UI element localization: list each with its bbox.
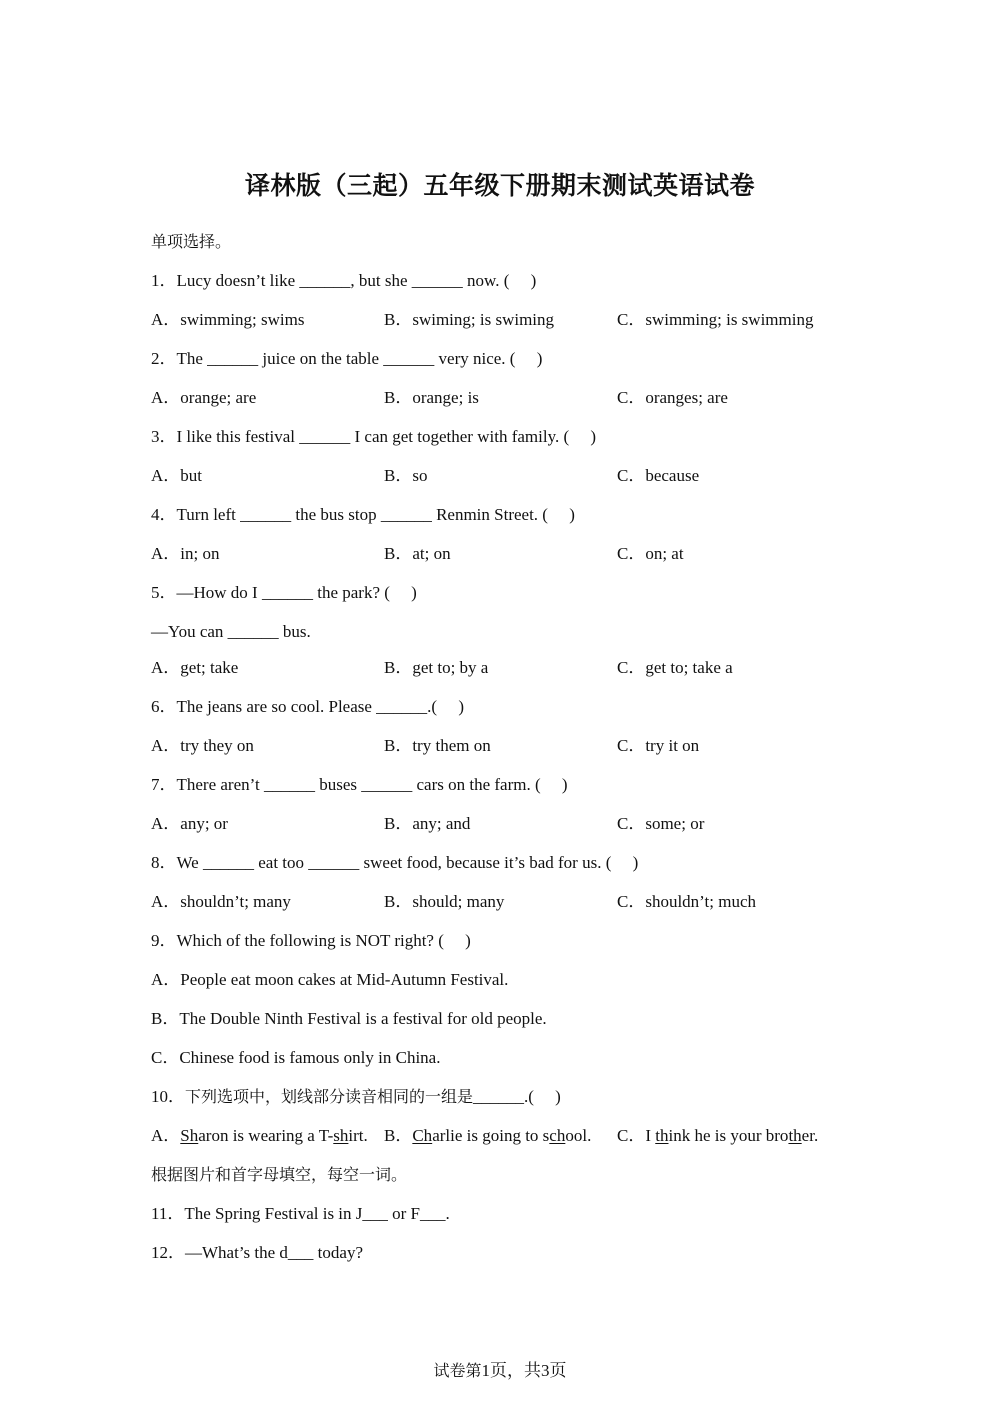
option-text: irt. [348, 1126, 368, 1145]
footer-prefix: 试卷第 [433, 1361, 482, 1380]
question-5-option-b: B．get to; by a [384, 658, 489, 677]
question-7-stem: 7．There aren’t ______ buses ______ cars on the farm. ( ) [151, 775, 568, 794]
question-1-stem: 1．Lucy doesn’t like ______, but she ______ now. ( ) [151, 271, 537, 290]
question-12-stem: 12．—What’s the d___ today? [151, 1243, 363, 1262]
question-6-stem: 6．The jeans are so cool. Please ______.( ) [151, 697, 464, 716]
option-text: I [645, 1126, 656, 1145]
option-label: A． [151, 1126, 181, 1145]
option-text: arlie is going to s [432, 1126, 550, 1145]
question-3-stem: 3．I like this festival ______ I can get together with family. ( ) [151, 427, 597, 446]
question-3-option-c: C．because [617, 466, 700, 485]
question-3-option-a: A．but [151, 466, 202, 485]
question-1-option-c: C．swimming; is swimming [617, 310, 814, 329]
question-5-stem-reply: —You can ______ bus. [151, 622, 311, 641]
question-1-option-b: B．swiming; is swiming [384, 310, 555, 329]
question-10-option-c [617, 1125, 818, 1147]
question-4-option-a: A．in; on [151, 544, 220, 563]
underlined-letters: Ch [412, 1126, 433, 1145]
question-9-option-a: A．People eat moon cakes at Mid-Autumn Festival. [151, 970, 509, 989]
question-5-stem: 5．—How do I ______ the park? ( ) [151, 583, 417, 602]
question-8-option-c: C．shouldn’t; much [617, 892, 756, 911]
underlined-letters: sh [333, 1126, 349, 1145]
question-9-option-c: C．Chinese food is famous only in China. [151, 1048, 441, 1067]
question-6-option-c: C．try it on [617, 736, 700, 755]
question-2-option-c: C．oranges; are [617, 388, 728, 407]
question-10-option-a [151, 1125, 368, 1147]
question-10-option-b [384, 1125, 591, 1147]
question-7-option-a: A．any; or [151, 814, 228, 833]
page-footer [0, 1356, 1000, 1381]
question-1-option-a: A．swimming; swims [151, 310, 305, 329]
question-10-stem-blank: ______.( ) [473, 1087, 561, 1106]
question-10-number: 10． [151, 1087, 185, 1106]
question-4-option-c: C．on; at [617, 544, 684, 563]
underlined-letters: Sh [180, 1126, 199, 1145]
option-label: C． [617, 1126, 646, 1145]
question-5-option-c: C．get to; take a [617, 658, 733, 677]
question-8-option-b: B．should; many [384, 892, 505, 911]
option-text: aron is wearing a T- [198, 1126, 334, 1145]
underlined-letters: th [788, 1126, 802, 1145]
question-4-option-b: B．at; on [384, 544, 451, 563]
question-2-option-b: B．orange; is [384, 388, 479, 407]
page-title: 译林版（三起）五年级下册期末测试英语试卷 [244, 171, 755, 200]
question-9-stem: 9．Which of the following is NOT right? ( ) [151, 931, 471, 950]
question-2-stem: 2．The ______ juice on the table ______ very nice. ( ) [151, 349, 543, 368]
underlined-letters: th [655, 1126, 669, 1145]
question-6-option-a: A．try they on [151, 736, 254, 755]
underlined-letters: ch [549, 1126, 566, 1145]
option-label: B． [384, 1126, 413, 1145]
question-5-option-a: A．get; take [151, 658, 239, 677]
question-11-stem: 11．The Spring Festival is in J___ or F___. [151, 1204, 450, 1223]
question-8-option-a: A．shouldn’t; many [151, 892, 291, 911]
question-6-option-b: B．try them on [384, 736, 491, 755]
section-heading-single-choice: 单项选择。 [151, 232, 232, 251]
question-10-stem-cn: 下列选项中，划线部分读音相同的一组是 [185, 1087, 474, 1106]
question-2-option-a: A．orange; are [151, 388, 257, 407]
question-8-stem: 8．We ______ eat too ______ sweet food, because it’s bad for us. ( ) [151, 853, 639, 872]
question-9-option-b: B．The Double Ninth Festival is a festival for old people. [151, 1009, 547, 1028]
question-7-option-b: B．any; and [384, 814, 471, 833]
section-heading-fill-in: 根据图片和首字母填空，每空一词。 [151, 1165, 408, 1184]
question-3-option-b: B．so [384, 466, 428, 485]
question-4-stem: 4．Turn left ______ the bus stop ______ Renmin Street. ( ) [151, 505, 575, 524]
option-text: ool. [565, 1126, 592, 1145]
option-text: ink he is your bro [668, 1126, 789, 1145]
option-text: er. [801, 1126, 819, 1145]
question-10-stem [151, 1086, 561, 1108]
footer-page-count: 1页，共3页 [481, 1361, 567, 1380]
question-7-option-c: C．some; or [617, 814, 705, 833]
